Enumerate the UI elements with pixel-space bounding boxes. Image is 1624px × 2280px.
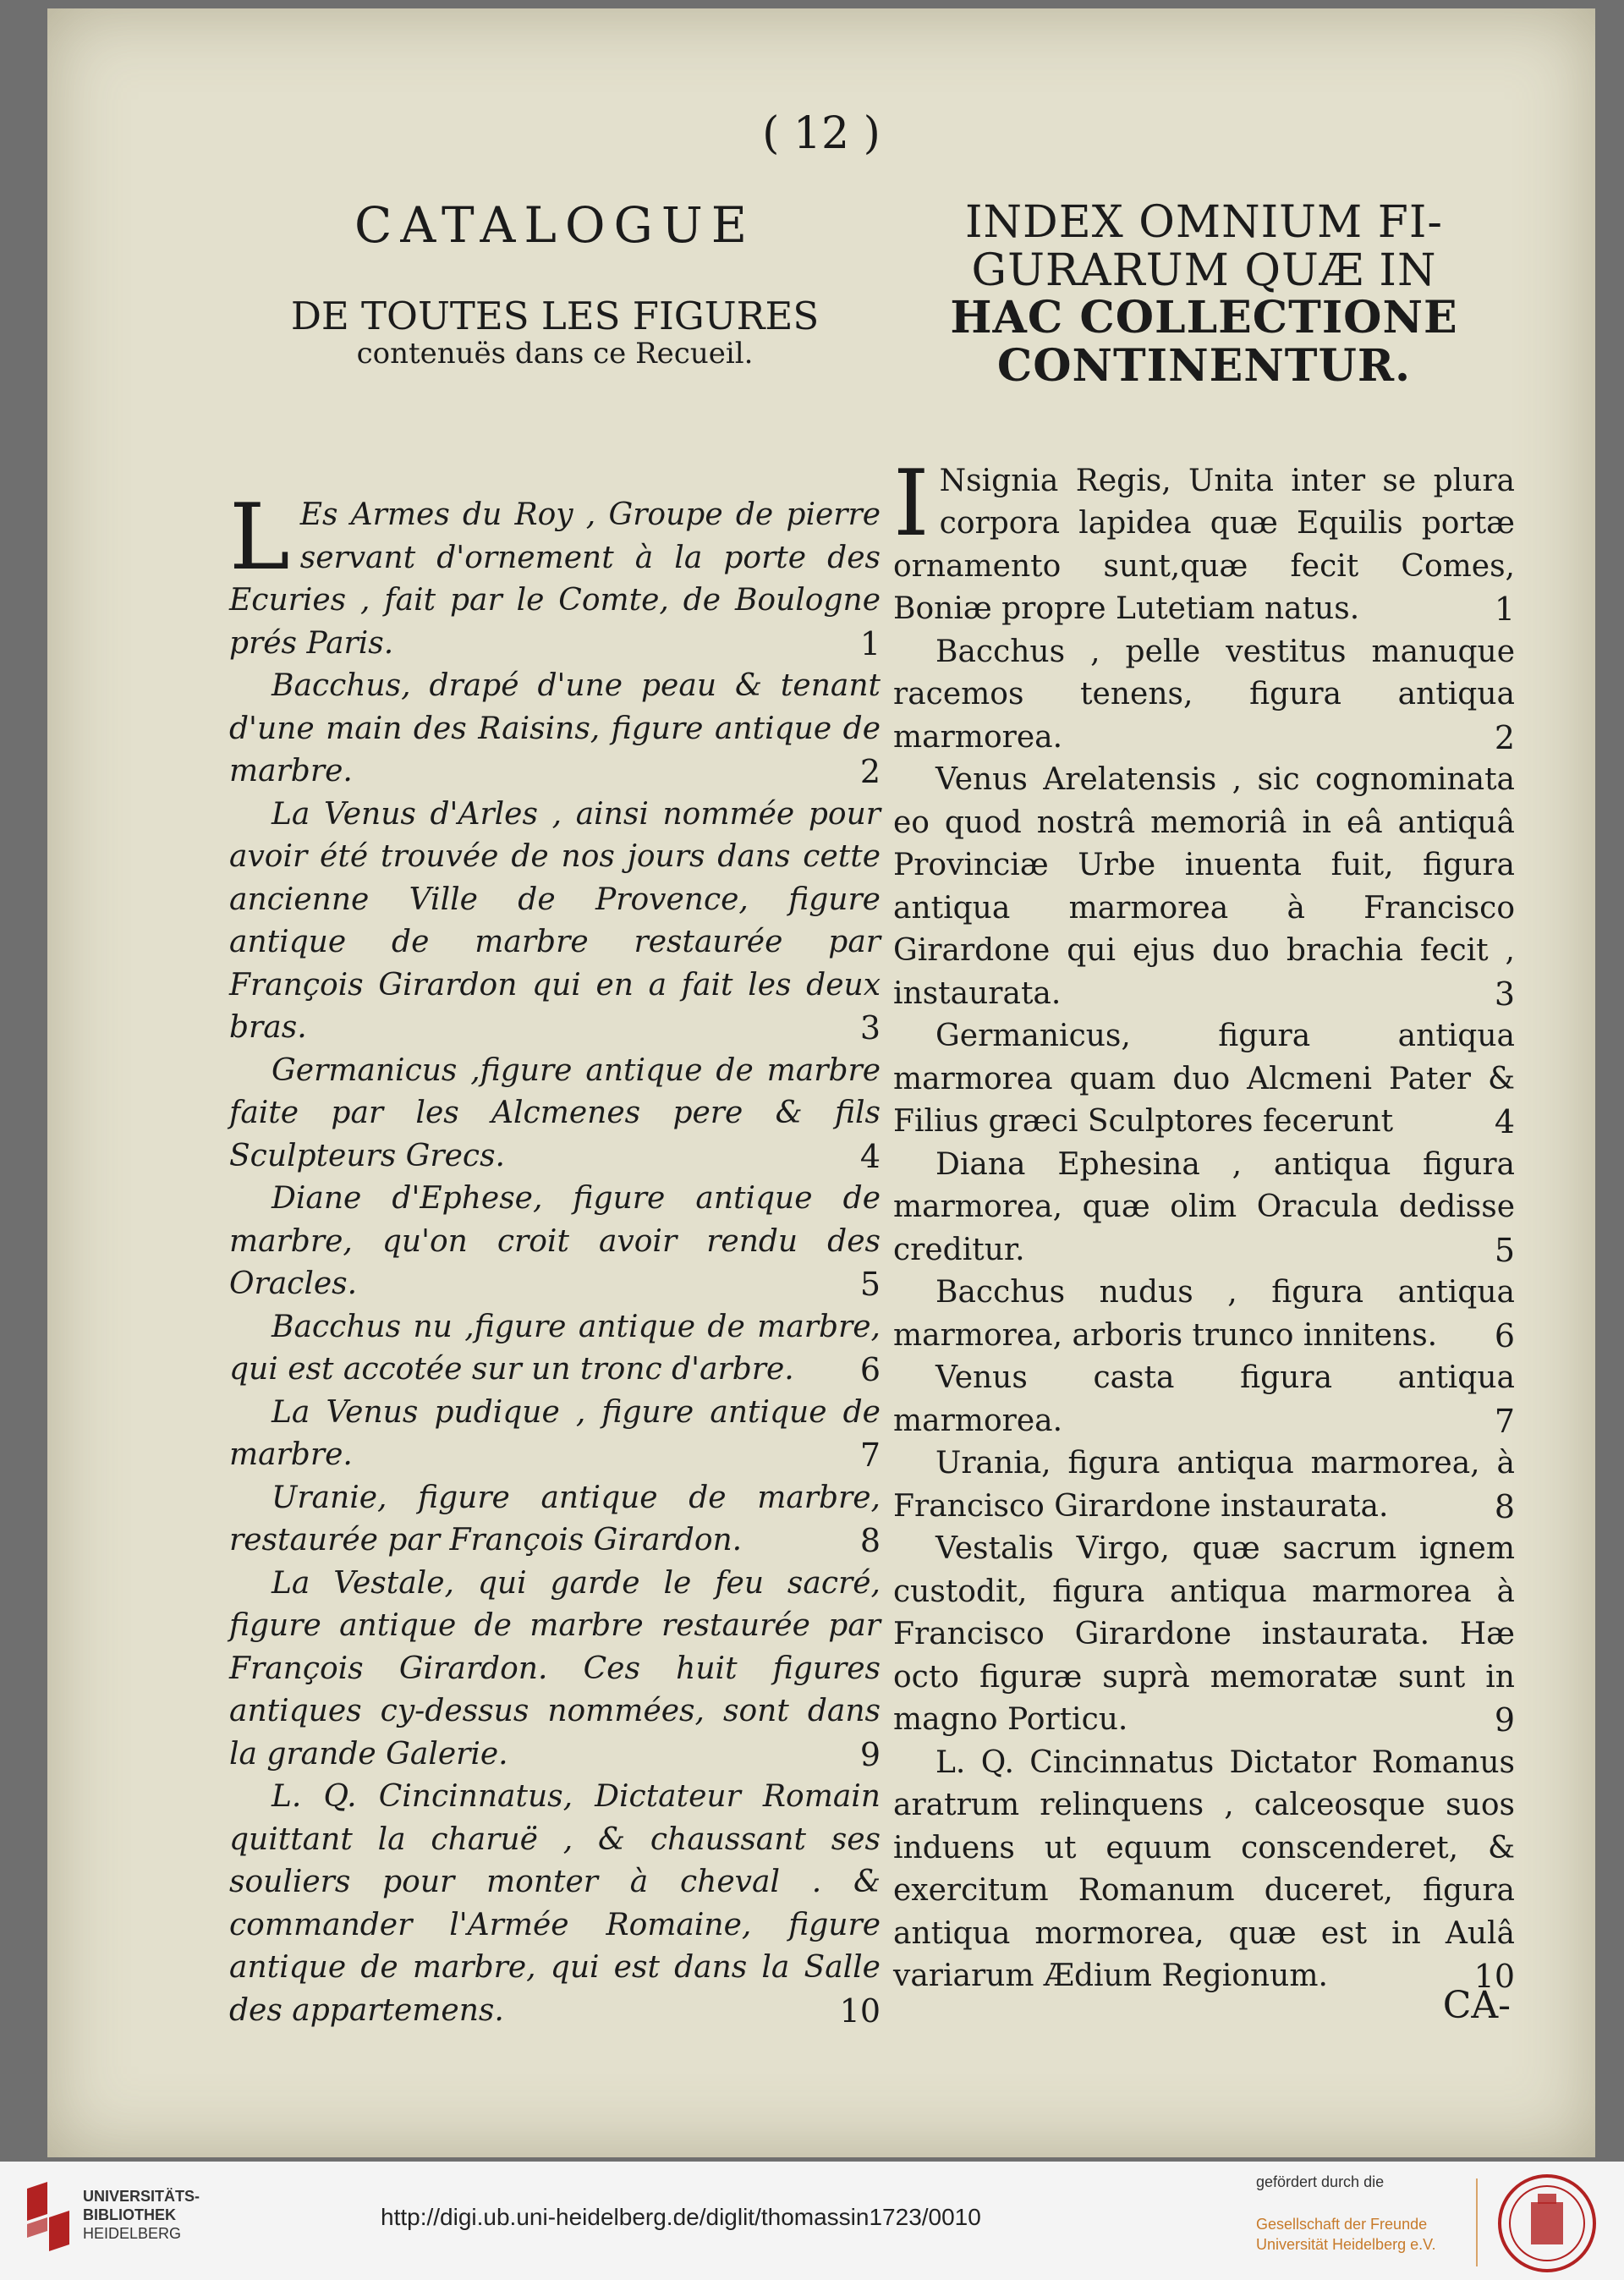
list-item: Diane d'Ephese, figure antique de marbre, qu'on croit avoir rendu des Oracles. 5 xyxy=(229,1178,881,1306)
list-item: L. Q. Cincinnatus Dictator Romanus aratrum relinquens , calceosque suos induens ut equum conscenderet, & exercitum Romanum duceret, figura antiqua mormorea, quæ est in Aulâ variarum Ædium Regionum. 10 xyxy=(893,1742,1515,1998)
university-library-logo-icon[interactable] xyxy=(20,2180,73,2253)
french-title: CATALOGUE xyxy=(354,196,756,254)
list-item: Bacchus , pelle vestitus manuque racemos tenens, figura antiqua marmorea. 2 xyxy=(893,631,1515,760)
figure-number: 5 xyxy=(1494,1231,1515,1269)
figure-number: 9 xyxy=(859,1735,881,1773)
latin-title-line: INDEX OMNIUM FI- xyxy=(965,197,1443,248)
figure-number: 8 xyxy=(859,1522,881,1560)
list-item: Germanicus ,figure antique de marbre faite par les Alcmenes pere & fils Sculpteurs Grecs. 4 xyxy=(229,1050,881,1178)
figure-number: 7 xyxy=(859,1437,881,1475)
drop-cap: L xyxy=(229,485,290,591)
french-subtitle-2: contenuës dans ce Recueil. xyxy=(356,337,754,371)
list-item: I Nsignia Regis, Unita inter se plura corpora lapidea quæ Equilis portæ ornamento sunt,quæ fecit Comes, Boniæ propre Lutetiam natus. 1 xyxy=(893,460,1515,631)
list-item: Bacchus, drapé d'une peau & tenant d'une main des Raisins, figure antique de marbre. 2 xyxy=(229,665,881,794)
footer-bar xyxy=(0,2162,1624,2280)
figure-number: 9 xyxy=(1494,1701,1515,1739)
figure-number: 1 xyxy=(1494,591,1515,629)
latin-title-line: GURARUM QUÆ IN xyxy=(971,244,1437,296)
latin-column xyxy=(893,199,1515,1998)
figure-number: 8 xyxy=(1494,1487,1515,1525)
figure-number: 5 xyxy=(859,1266,881,1304)
library-name[interactable]: UNIVERSITÄTS- BIBLIOTHEK HEIDELBERG xyxy=(83,2188,200,2242)
list-item: La Venus d'Arles , ainsi nommée pour avoir été trouvée de nos jours dans cette ancienne Ville de Provence, figure antique de marbre restaurée par François Girardon qui en a fait les deux bras. 3 xyxy=(229,794,881,1050)
figure-number: 4 xyxy=(859,1137,881,1175)
list-item: L Es Armes du Roy , Groupe de pierre servant d'ornement à la porte des Ecuries , fait par le Comte, de Boulogne prés Paris. 1 xyxy=(229,494,881,665)
figure-number: 3 xyxy=(859,1009,881,1047)
catchword: CA- xyxy=(1442,1984,1511,2027)
latin-title-line: HAC COLLECTIONE xyxy=(950,292,1458,344)
figure-number: 3 xyxy=(1494,975,1515,1013)
figure-number: 6 xyxy=(1494,1316,1515,1354)
list-item: Diana Ephesina , antiqua figura marmorea, quæ olim Oracula dedisse creditur. 5 xyxy=(893,1144,1515,1272)
scanned-page xyxy=(47,8,1595,2157)
french-subtitle: DE TOUTES LES FIGURES xyxy=(290,293,820,338)
figure-number: 4 xyxy=(1494,1103,1515,1141)
figure-number: 7 xyxy=(1494,1402,1515,1440)
figure-number: 6 xyxy=(859,1351,881,1389)
latin-title-line: CONTINENTUR. xyxy=(996,340,1412,393)
list-item: L. Q. Cincinnatus, Dictateur Romain quittant la charuë , & chaussant ses souliers pour monter à cheval . & commander l'Armée Romaine, figure antique de marbre, qui est dans la Salle des appartemens. 10 xyxy=(229,1776,881,2032)
list-item: Vestalis Virgo, quæ sacrum ignem custodit, figura antiqua marmorea à Francisco Girardone instaurata. Hæ octo figuræ suprà memoratæ sunt in magno Porticu. 9 xyxy=(893,1528,1515,1742)
french-entries xyxy=(229,485,881,2032)
list-item: Venus Arelatensis , sic cognominata eo quod nostrâ memoriâ in eâ antiquâ Provinciæ Urbe inuenta fuit, figura antiqua marmorea à Francisco Girardone qui ejus duo brachia fecit , instaurata. 3 xyxy=(893,759,1515,1015)
list-item: Bacchus nudus , figura antiqua marmorea, arboris trunco innitens. 6 xyxy=(893,1272,1515,1357)
list-item: La Vestale, qui garde le feu sacré, figure antique de marbre restaurée par François Girardon. Ces huit figures antiques cy-dessus nommées, sont dans la grande Galerie. 9 xyxy=(229,1563,881,1777)
list-item: Urania, figura antiqua marmorea, à Francisco Girardone instaurata. 8 xyxy=(893,1442,1515,1528)
sponsor-divider xyxy=(1476,2178,1478,2266)
sponsor-name[interactable]: Gesellschaft der Freunde Universität Heidelberg e.V. xyxy=(1256,2216,1436,2253)
list-item: Germanicus, figura antiqua marmorea quam duo Alcmeni Pater & Filius græci Sculptores fecerunt 4 xyxy=(893,1015,1515,1144)
list-item: La Venus pudique , figure antique de marbre. 7 xyxy=(229,1392,881,1477)
permalink-url[interactable]: http://digi.ub.uni-heidelberg.de/diglit/thomassin1723/0010 xyxy=(381,2204,981,2230)
list-item: Bacchus nu ,figure antique de marbre, qui est accotée sur un tronc d'arbre. 6 xyxy=(229,1306,881,1392)
figure-number: 10 xyxy=(1473,1958,1515,1996)
sponsor-label: gefördert durch die xyxy=(1256,2173,1385,2190)
list-item: Uranie, figure antique de marbre, restaurée par François Girardon. 8 xyxy=(229,1477,881,1563)
figure-number: 2 xyxy=(859,753,881,791)
page-number: ( 12 ) xyxy=(762,108,881,159)
university-seal-icon[interactable] xyxy=(1497,2173,1597,2273)
list-item: Venus casta figura antiqua marmorea. 7 xyxy=(893,1357,1515,1442)
figure-number: 2 xyxy=(1494,718,1515,756)
figure-number: 1 xyxy=(859,624,881,662)
latin-entries xyxy=(893,450,1515,1998)
figure-number: 10 xyxy=(839,1992,881,2030)
french-column xyxy=(229,196,881,2032)
drop-cap: I xyxy=(893,450,930,557)
latin-title xyxy=(893,199,1515,391)
